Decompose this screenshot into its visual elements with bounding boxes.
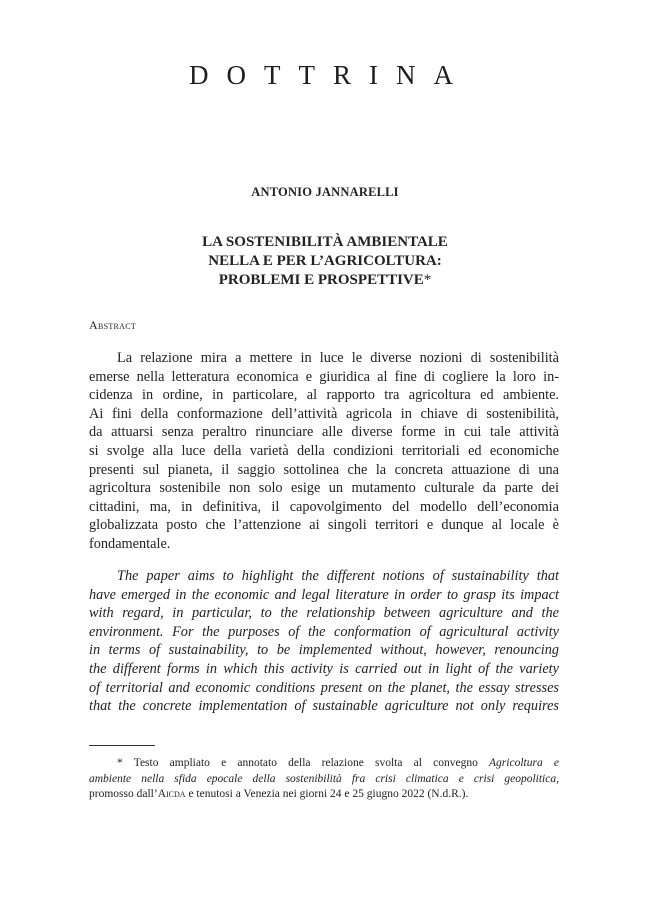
paragraph-line: the different forms in which this activity is carried out in light of the variety (89, 660, 559, 677)
footnote-text-italic: Agricoltura e (489, 757, 559, 769)
paragraph-line: da attuarsi senza peraltro rinunciare alle diverse forme in cui tale attività (89, 424, 559, 441)
footnote-text: e tenutosi a Venezia nei giorni 24 e 25 giugno 2022 (N.d.R.). (185, 788, 469, 801)
footnote-text: promosso dall’ (89, 788, 158, 801)
abstract-english (89, 567, 559, 716)
title-line: NELLA E PER L’AGRICOLTURA: (208, 253, 442, 269)
paragraph-line: fondamentale. (89, 535, 171, 552)
paragraph-line: cittadini, ma, in definitiva, il capovolgimento del modello dell’economia (89, 498, 559, 515)
paragraph-line: environment. For the purposes of the conformation of agricultural activity (89, 623, 559, 640)
title-line (0, 271, 650, 290)
footnote-mark: * (423, 272, 432, 288)
footnote-text: * Testo ampliato e annotato della relazione svolta al convegno (117, 757, 490, 769)
paragraph-line: cidenza in ordine, in particolare, al rapporto tra agricoltura ed ambiente. (89, 387, 559, 404)
paragraph-line: emerse nella letteratura economica e giuridica al fine di cogliere la loro in- (89, 368, 559, 385)
paragraph-line: have emerged in the economic and legal literature in order to grasp its impact (89, 586, 559, 603)
footnote-text-italic: ambiente nella sfida epocale della sostenibilità fra crisi climatica e crisi geopolitica, (89, 772, 559, 785)
paragraph-line: The paper aims to highlight the different notions of sustainability that (117, 568, 559, 584)
title-line-text: PROBLEMI E PROSPETTIVE (218, 272, 424, 288)
footnote-line (89, 756, 559, 772)
section-title: DOTTRINA (189, 60, 471, 90)
paragraph-line: La relazione mira a mettere in luce le diverse nozioni di sostenibilità (117, 350, 559, 366)
footnote-separator (89, 745, 155, 746)
paragraph-line: globalizzata posto che l’attenzione ai singoli territori e dunque al locale è (89, 517, 559, 534)
paragraph-line: with regard, in particular, to the relationship between agriculture and the (89, 605, 559, 622)
footnote-line (89, 787, 559, 803)
footnote (89, 756, 559, 803)
article-title (0, 233, 650, 290)
paragraph-line: si svolge alla luce della varietà della condizioni territoriali ed economiche (89, 442, 559, 459)
author-name: ANTONIO JANNARELLI (251, 185, 399, 199)
paragraph-line: in terms of sustainability, to be implemented without, however, renouncing (89, 642, 559, 659)
footnote-line (89, 772, 559, 788)
paragraph-line: that the concrete implementation of sustainable agriculture not only requires (89, 698, 559, 715)
organization-name: Aicda (157, 788, 186, 801)
abstract-label: Abstract (89, 318, 137, 332)
paragraph-line: agricoltura sostenibile non solo esige un mutamento culturale da parte dei (89, 480, 559, 497)
paragraph-line: Ai fini della conformazione dell’attività agricola in chiave di sostenibilità, (89, 405, 559, 422)
paragraph-line: of territorial and economic conditions present on the planet, the essay stresses (89, 679, 559, 696)
abstract-italian (89, 349, 559, 554)
title-line: LA SOSTENIBILITÀ AMBIENTALE (202, 234, 448, 250)
paragraph-line: presenti sul pianeta, il saggio sottolinea che la concreta attuazione di una (89, 461, 559, 478)
